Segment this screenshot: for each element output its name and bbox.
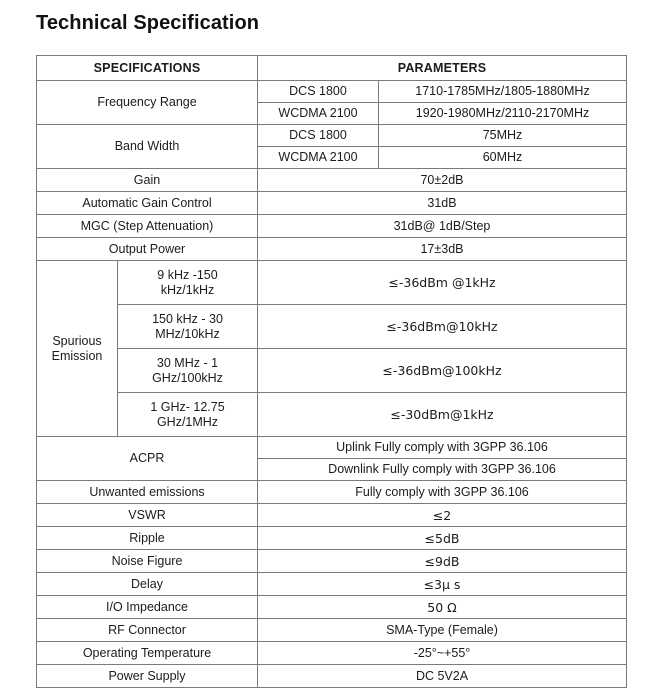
technical-specification-table: [36, 55, 627, 688]
spurious-emission-range-3: [118, 349, 258, 393]
spurious-emission-label-line1: Spurious: [52, 333, 102, 348]
table-row-mgc: [37, 215, 627, 238]
row-value-gain: 70±2dB: [258, 169, 627, 192]
spurious-emission-range-1: [118, 261, 258, 305]
table-row-noise-figure: [37, 550, 627, 573]
row-label-vswr: VSWR: [37, 504, 258, 527]
table-row-spurious-emission-1: [37, 261, 627, 305]
table-row-output-power: [37, 238, 627, 261]
acpr-value-downlink: Downlink Fully comply with 3GPP 36.106: [258, 459, 627, 481]
row-value-delay: ≤3μ s: [258, 573, 627, 596]
column-header-specifications: SPECIFICATIONS: [37, 56, 258, 81]
column-header-parameters: PARAMETERS: [258, 56, 627, 81]
row-value-ripple: ≤5dB: [258, 527, 627, 550]
row-value-output-power: 17±3dB: [258, 238, 627, 261]
row-label-spurious-emission: [37, 261, 118, 437]
spurious-range-3-line2: GHz/100kHz: [152, 370, 223, 385]
spurious-range-4-line2: GHz/1MHz: [156, 414, 219, 429]
row-label-rf-connector: RF Connector: [37, 619, 258, 642]
table-row-ripple: [37, 527, 627, 550]
row-label-ripple: Ripple: [37, 527, 258, 550]
table-row-band-width: [37, 125, 627, 147]
spurious-emission-range-4: [118, 393, 258, 437]
table-row-automatic-gain-control: [37, 192, 627, 215]
row-label-io-impedance: I/O Impedance: [37, 596, 258, 619]
table-row-unwanted-emissions: [37, 481, 627, 504]
table-header-row: [37, 56, 627, 81]
spurious-emission-value-1: ≤-36dBm @1kHz: [258, 261, 627, 305]
row-label-band-width: Band Width: [37, 125, 258, 169]
table-row-vswr: [37, 504, 627, 527]
table-row-rf-connector: [37, 619, 627, 642]
frequency-range-value-wcdma2100: 1920-1980MHz/2110-2170MHz: [379, 103, 627, 125]
spurious-range-2-line1: 150 kHz - 30: [152, 311, 223, 326]
frequency-range-band-wcdma2100: WCDMA 2100: [258, 103, 379, 125]
row-value-rf-connector: SMA-Type (Female): [258, 619, 627, 642]
band-width-value-dcs1800: 75MHz: [379, 125, 627, 147]
row-value-automatic-gain-control: 31dB: [258, 192, 627, 215]
spurious-range-1-line1: 9 kHz -150: [157, 267, 218, 282]
row-label-automatic-gain-control: Automatic Gain Control: [37, 192, 258, 215]
acpr-value-uplink: Uplink Fully comply with 3GPP 36.106: [258, 437, 627, 459]
spurious-emission-value-4: ≤-30dBm@1kHz: [258, 393, 627, 437]
spurious-range-1-line2: kHz/1kHz: [160, 282, 215, 297]
row-value-unwanted-emissions: Fully comply with 3GPP 36.106: [258, 481, 627, 504]
band-width-band-dcs1800: DCS 1800: [258, 125, 379, 147]
row-label-power-supply: Power Supply: [37, 665, 258, 688]
row-value-noise-figure: ≤9dB: [258, 550, 627, 573]
row-label-operating-temperature: Operating Temperature: [37, 642, 258, 665]
band-width-band-wcdma2100: WCDMA 2100: [258, 147, 379, 169]
table-row-delay: [37, 573, 627, 596]
row-value-io-impedance: 50 Ω: [258, 596, 627, 619]
table-row-frequency-range: [37, 81, 627, 103]
table-row-gain: [37, 169, 627, 192]
table-row-operating-temperature: [37, 642, 627, 665]
row-value-vswr: ≤2: [258, 504, 627, 527]
band-width-value-wcdma2100: 60MHz: [379, 147, 627, 169]
row-label-unwanted-emissions: Unwanted emissions: [37, 481, 258, 504]
spurious-range-2-line2: MHz/10kHz: [155, 326, 220, 341]
row-label-output-power: Output Power: [37, 238, 258, 261]
row-value-operating-temperature: -25°~+55°: [258, 642, 627, 665]
table-row-io-impedance: [37, 596, 627, 619]
row-label-mgc: MGC (Step Attenuation): [37, 215, 258, 238]
row-value-mgc: 31dB@ 1dB/Step: [258, 215, 627, 238]
spurious-emission-range-2: [118, 305, 258, 349]
table-row-power-supply: [37, 665, 627, 688]
row-label-acpr: ACPR: [37, 437, 258, 481]
spurious-range-4-line1: 1 GHz- 12.75: [150, 399, 225, 414]
spurious-emission-value-2: ≤-36dBm@10kHz: [258, 305, 627, 349]
row-label-gain: Gain: [37, 169, 258, 192]
table-row-spurious-emission-3: [37, 349, 627, 393]
page-title: Technical Specification: [36, 12, 260, 34]
row-value-power-supply: DC 5V2A: [258, 665, 627, 688]
frequency-range-band-dcs1800: DCS 1800: [258, 81, 379, 103]
row-label-noise-figure: Noise Figure: [37, 550, 258, 573]
spurious-emission-label-line2: Emission: [51, 348, 103, 363]
row-label-delay: Delay: [37, 573, 258, 596]
table-row-acpr: [37, 437, 627, 459]
frequency-range-value-dcs1800: 1710-1785MHz/1805-1880MHz: [379, 81, 627, 103]
row-label-frequency-range: Frequency Range: [37, 81, 258, 125]
table-row-spurious-emission-4: [37, 393, 627, 437]
spurious-range-3-line1: 30 MHz - 1: [156, 355, 219, 370]
table-row-spurious-emission-2: [37, 305, 627, 349]
spurious-emission-value-3: ≤-36dBm@100kHz: [258, 349, 627, 393]
